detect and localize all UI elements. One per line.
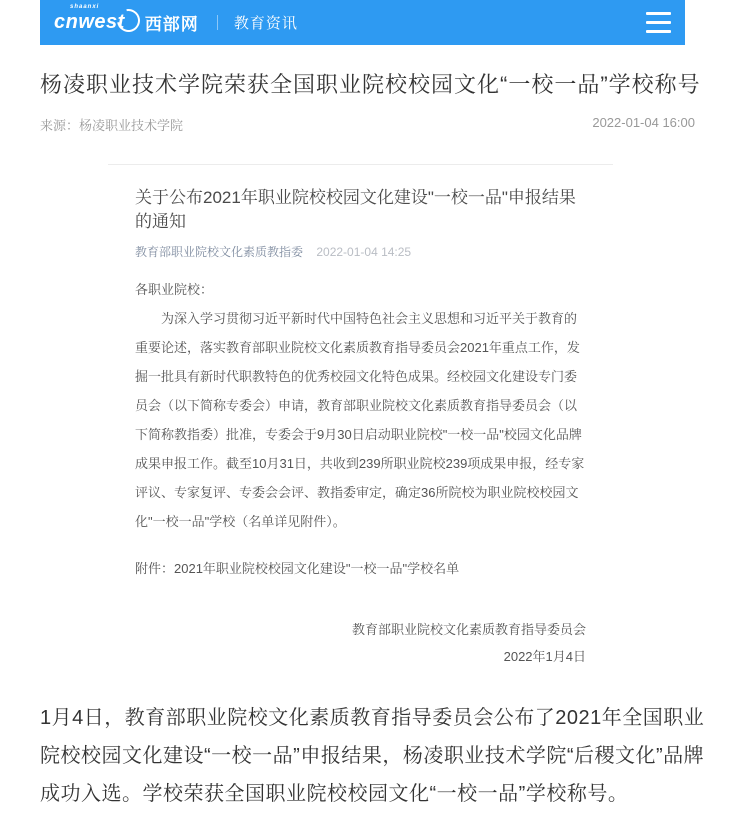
- logo-cnwest-wordmark: [54, 4, 137, 34]
- notice-salutation: 各职业院校：: [135, 282, 214, 297]
- hamburger-menu-icon[interactable]: [646, 12, 671, 33]
- notice-signature: [135, 616, 586, 670]
- logo-brand-text: cnwest: [54, 11, 125, 33]
- hamburger-bar: [646, 12, 671, 15]
- notice-signature-date: 2022年1月4日: [503, 649, 586, 664]
- article-source: 来源：杨凌职业技术学院: [40, 118, 184, 133]
- notice-title: 关于公布2021年职业院校校园文化建设"一校一品"申报结果的通知: [135, 188, 576, 231]
- notice-paragraph: 为深入学习贯彻习近平新时代中国特色社会主义思想和习近平关于教育的重要论述，落实教育部职业院校文化素质教育指导委员会2021年重点工作，发掘一批具有新时代职教特色的优秀校园文化特色成果。经校园文化建设专门委员会（以下简称专委会）申请，教育部职业院校文化素质教育指导委员会（以下简称教指委）批准，专委会于9月30日启动职业院校"一校一品"校园文化品牌成果申报工作。截至10月31日，共收到239所职业院校239项成果申报，经专家评议、专家复评、专委会会评、教指委审定，确定36所院校为职业院校校园文化"一校一品"学校（名单详见附件）。: [135, 311, 585, 529]
- notice-attachment: 附件：2021年职业院校校园文化建设"一校一品"学校名单: [135, 561, 460, 576]
- article-summary: 1月4日，教育部职业院校文化素质教育指导委员会公布了2021年全国职业院校校园文化建设“一校一品”申报结果，杨凌职业技术学院“后稷文化”品牌成功入选。学校荣获全国职业院校校园文化“一校一品”学校称号。: [40, 707, 705, 805]
- site-logo[interactable]: [54, 4, 199, 35]
- hamburger-bar: [646, 21, 671, 24]
- embedded-notice: [108, 164, 613, 670]
- article-meta: [40, 115, 705, 134]
- notice-signature-org: 教育部职业院校文化素质教育指导委员会: [351, 622, 586, 637]
- notice-body: [135, 275, 586, 536]
- logo-site-name: 西部网: [144, 15, 199, 34]
- logo-shaanxi-superscript: shaanxi: [70, 4, 100, 10]
- nav-item-education-news[interactable]: 教育资讯: [233, 15, 298, 32]
- article-publish-time: 2022-01-04 16:00: [592, 115, 695, 130]
- article-page: [0, 67, 741, 813]
- article-title: 杨凌职业技术学院荣获全国职业院校校园文化“一校一品”学校称号: [40, 72, 701, 97]
- notice-publish-time: 2022-01-04 14:25: [316, 245, 412, 259]
- site-header: [40, 0, 685, 45]
- header-divider: [217, 15, 218, 30]
- notice-account-name: 教育部职业院校文化素质教指委: [135, 245, 304, 259]
- hamburger-bar: [646, 30, 671, 33]
- notice-byline: [135, 243, 586, 260]
